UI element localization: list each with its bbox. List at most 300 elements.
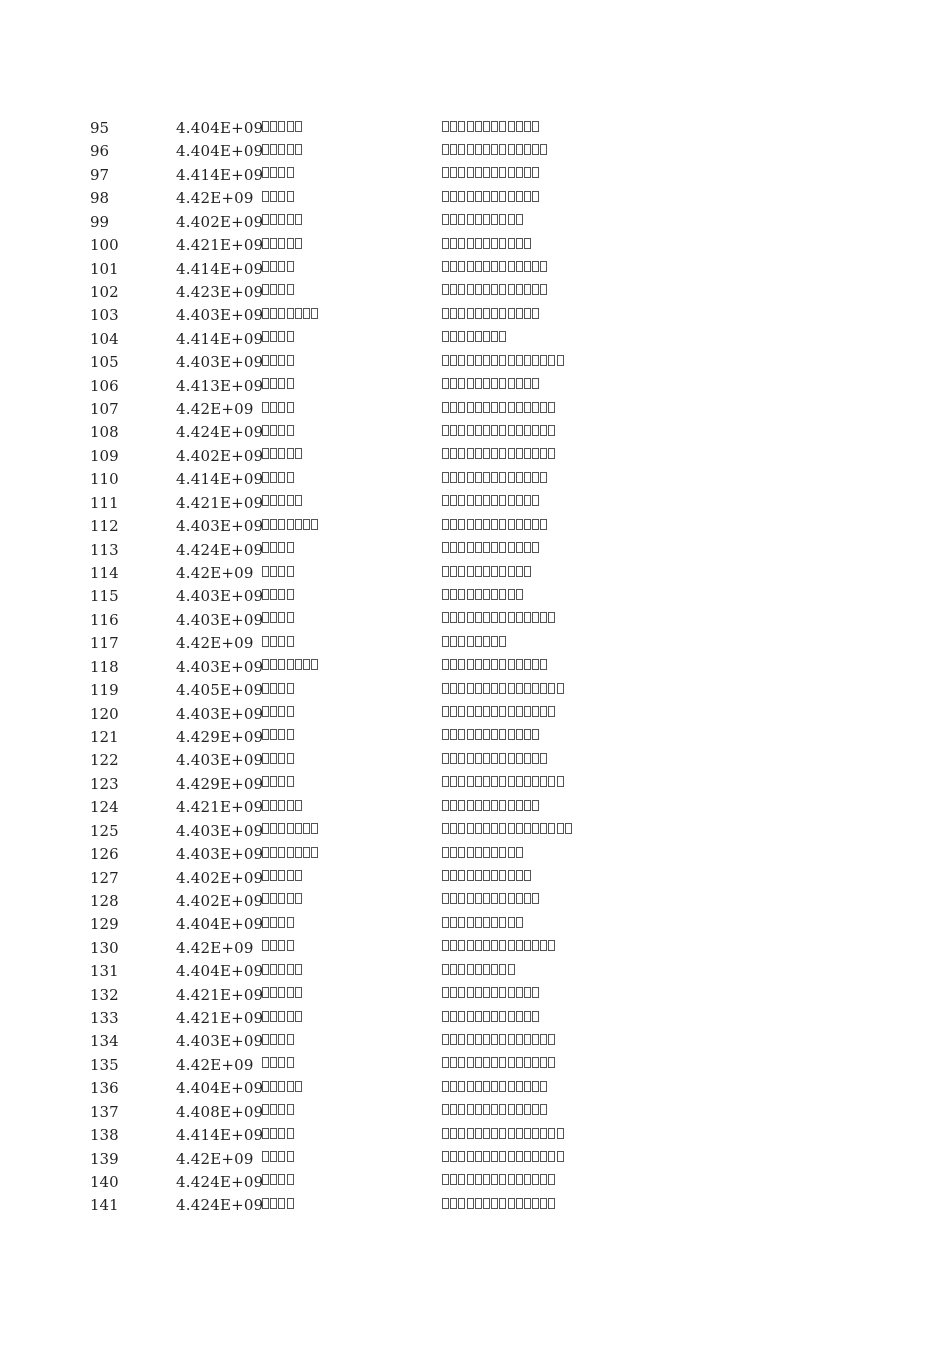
missing-glyph-box (516, 729, 523, 740)
address-cell-missing-glyphs (442, 676, 565, 690)
missing-glyph-box (483, 706, 490, 717)
row-index: 131 (90, 962, 119, 981)
missing-glyph-box (499, 893, 506, 904)
missing-glyph-box (516, 121, 523, 132)
missing-glyph-box (483, 238, 490, 249)
missing-glyph-box (483, 800, 490, 811)
missing-glyph-box (467, 121, 474, 132)
missing-glyph-box (475, 261, 482, 272)
missing-glyph-box (467, 964, 474, 975)
missing-glyph-box (270, 1034, 277, 1045)
missing-glyph-box (450, 284, 457, 295)
missing-glyph-box (557, 776, 564, 787)
missing-glyph-box (450, 402, 457, 413)
missing-glyph-box (278, 542, 285, 553)
name-cell-missing-glyphs (262, 1145, 295, 1159)
missing-glyph-box (483, 425, 490, 436)
address-cell-missing-glyphs (442, 231, 532, 245)
missing-glyph-box (278, 1151, 285, 1162)
address-cell-missing-glyphs (442, 536, 540, 550)
missing-glyph-box (499, 1128, 506, 1139)
missing-glyph-box (262, 425, 269, 436)
missing-glyph-box (450, 1011, 457, 1022)
row-index: 98 (90, 189, 110, 208)
missing-glyph-box (287, 1034, 294, 1045)
row-index: 128 (90, 891, 119, 910)
row-index: 136 (90, 1079, 119, 1098)
missing-glyph-box (295, 823, 302, 834)
missing-glyph-box (287, 706, 294, 717)
address-cell-missing-glyphs (442, 1004, 540, 1018)
name-cell-missing-glyphs (262, 1168, 295, 1182)
missing-glyph-box (442, 191, 449, 202)
address-cell-missing-glyphs (442, 746, 548, 760)
row-index: 109 (90, 446, 119, 465)
missing-glyph-box (287, 167, 294, 178)
missing-glyph-box (467, 683, 474, 694)
missing-glyph-box (295, 1011, 302, 1022)
missing-glyph-box (262, 1011, 269, 1022)
address-cell-missing-glyphs (442, 1098, 548, 1112)
name-cell-missing-glyphs (262, 372, 295, 386)
code-cell: 4.42E+09 (176, 938, 254, 957)
address-cell-missing-glyphs (442, 840, 524, 854)
missing-glyph-box (278, 402, 285, 413)
missing-glyph-box (475, 144, 482, 155)
missing-glyph-box (287, 1011, 294, 1022)
missing-glyph-box (450, 940, 457, 951)
row-index: 117 (90, 634, 119, 653)
missing-glyph-box (278, 1011, 285, 1022)
missing-glyph-box (287, 191, 294, 202)
missing-glyph-box (442, 776, 449, 787)
missing-glyph-box (483, 823, 490, 834)
missing-glyph-box (467, 800, 474, 811)
code-cell: 4.404E+09 (176, 915, 264, 934)
missing-glyph-box (516, 167, 523, 178)
missing-glyph-box (278, 331, 285, 342)
missing-glyph-box (499, 284, 506, 295)
row-index: 124 (90, 798, 119, 817)
missing-glyph-box (540, 448, 547, 459)
missing-glyph-box (516, 1034, 523, 1045)
missing-glyph-box (270, 987, 277, 998)
missing-glyph-box (287, 519, 294, 530)
missing-glyph-box (278, 940, 285, 951)
missing-glyph-box (524, 706, 531, 717)
missing-glyph-box (524, 566, 531, 577)
code-cell: 4.414E+09 (176, 165, 264, 184)
missing-glyph-box (524, 261, 531, 272)
missing-glyph-box (491, 214, 498, 225)
row-index: 104 (90, 329, 119, 348)
row-index: 115 (90, 587, 119, 606)
missing-glyph-box (450, 331, 457, 342)
missing-glyph-box (270, 167, 277, 178)
missing-glyph-box (516, 284, 523, 295)
missing-glyph-box (458, 284, 465, 295)
missing-glyph-box (270, 238, 277, 249)
missing-glyph-box (483, 167, 490, 178)
missing-glyph-box (532, 378, 539, 389)
missing-glyph-box (540, 519, 547, 530)
missing-glyph-box (295, 964, 302, 975)
missing-glyph-box (442, 683, 449, 694)
missing-glyph-box (508, 284, 515, 295)
missing-glyph-box (524, 308, 531, 319)
missing-glyph-box (262, 1057, 269, 1068)
missing-glyph-box (262, 191, 269, 202)
address-cell-missing-glyphs (442, 465, 548, 479)
missing-glyph-box (442, 542, 449, 553)
missing-glyph-box (262, 683, 269, 694)
row-index: 95 (90, 119, 110, 137)
missing-glyph-box (458, 472, 465, 483)
missing-glyph-box (262, 448, 269, 459)
missing-glyph-box (499, 612, 506, 623)
missing-glyph-box (442, 893, 449, 904)
code-cell: 4.403E+09 (176, 845, 264, 864)
missing-glyph-box (287, 448, 294, 459)
missing-glyph-box (475, 729, 482, 740)
missing-glyph-box (491, 284, 498, 295)
missing-glyph-box (467, 1057, 474, 1068)
missing-glyph-box (458, 308, 465, 319)
missing-glyph-box (287, 823, 294, 834)
missing-glyph-box (499, 238, 506, 249)
missing-glyph-box (270, 472, 277, 483)
missing-glyph-box (491, 870, 498, 881)
missing-glyph-box (270, 1057, 277, 1068)
name-cell-missing-glyphs (262, 255, 295, 269)
missing-glyph-box (483, 847, 490, 858)
missing-glyph-box (450, 1198, 457, 1209)
name-cell-missing-glyphs (262, 606, 295, 620)
missing-glyph-box (532, 472, 539, 483)
code-cell: 4.403E+09 (176, 517, 264, 536)
missing-glyph-box (442, 1081, 449, 1092)
missing-glyph-box (508, 917, 515, 928)
missing-glyph-box (270, 495, 277, 506)
missing-glyph-box (458, 121, 465, 132)
missing-glyph-box (524, 1104, 531, 1115)
missing-glyph-box (516, 448, 523, 459)
missing-glyph-box (270, 1151, 277, 1162)
missing-glyph-box (270, 425, 277, 436)
missing-glyph-box (287, 425, 294, 436)
missing-glyph-box (499, 1011, 506, 1022)
missing-glyph-box (508, 519, 515, 530)
missing-glyph-box (524, 729, 531, 740)
missing-glyph-box (508, 1104, 515, 1115)
missing-glyph-box (491, 612, 498, 623)
missing-glyph-box (548, 776, 555, 787)
address-cell-missing-glyphs (442, 489, 540, 503)
code-cell: 4.424E+09 (176, 1172, 264, 1191)
missing-glyph-box (532, 121, 539, 132)
missing-glyph-box (508, 706, 515, 717)
missing-glyph-box (262, 542, 269, 553)
missing-glyph-box (262, 800, 269, 811)
missing-glyph-box (270, 1128, 277, 1139)
missing-glyph-box (508, 261, 515, 272)
code-cell: 4.414E+09 (176, 329, 264, 348)
missing-glyph-box (548, 1174, 555, 1185)
missing-glyph-box (262, 472, 269, 483)
missing-glyph-box (475, 495, 482, 506)
name-cell-missing-glyphs (262, 746, 295, 760)
missing-glyph-box (475, 238, 482, 249)
missing-glyph-box (499, 800, 506, 811)
missing-glyph-box (475, 776, 482, 787)
missing-glyph-box (540, 1104, 547, 1115)
missing-glyph-box (524, 659, 531, 670)
code-cell: 4.402E+09 (176, 891, 264, 910)
missing-glyph-box (450, 378, 457, 389)
missing-glyph-box (442, 1198, 449, 1209)
missing-glyph-box (270, 706, 277, 717)
missing-glyph-box (499, 1104, 506, 1115)
row-index: 111 (90, 493, 119, 512)
row-index: 118 (90, 657, 119, 676)
code-cell: 4.404E+09 (176, 119, 264, 137)
missing-glyph-box (475, 425, 482, 436)
missing-glyph-box (483, 284, 490, 295)
missing-glyph-box (270, 191, 277, 202)
address-cell-missing-glyphs (442, 723, 540, 737)
missing-glyph-box (524, 425, 531, 436)
missing-glyph-box (475, 331, 482, 342)
missing-glyph-box (532, 823, 539, 834)
row-index: 101 (90, 259, 119, 278)
missing-glyph-box (458, 776, 465, 787)
missing-glyph-box (508, 683, 515, 694)
missing-glyph-box (450, 472, 457, 483)
missing-glyph-box (532, 987, 539, 998)
missing-glyph-box (491, 683, 498, 694)
missing-glyph-box (450, 729, 457, 740)
row-index: 102 (90, 282, 119, 301)
missing-glyph-box (278, 847, 285, 858)
missing-glyph-box (475, 1034, 482, 1045)
missing-glyph-box (524, 940, 531, 951)
missing-glyph-box (557, 823, 564, 834)
code-cell: 4.414E+09 (176, 470, 264, 489)
row-index: 110 (90, 470, 119, 489)
code-cell: 4.402E+09 (176, 446, 264, 465)
missing-glyph-box (467, 167, 474, 178)
code-cell: 4.402E+09 (176, 212, 264, 231)
missing-glyph-box (270, 940, 277, 951)
missing-glyph-box (458, 1081, 465, 1092)
missing-glyph-box (442, 706, 449, 717)
missing-glyph-box (287, 495, 294, 506)
missing-glyph-box (475, 1081, 482, 1092)
missing-glyph-box (467, 1128, 474, 1139)
missing-glyph-box (508, 566, 515, 577)
missing-glyph-box (262, 402, 269, 413)
missing-glyph-box (548, 683, 555, 694)
missing-glyph-box (467, 612, 474, 623)
name-cell-missing-glyphs (262, 840, 319, 854)
missing-glyph-box (483, 893, 490, 904)
address-cell-missing-glyphs (442, 395, 557, 409)
name-cell-missing-glyphs (262, 1074, 303, 1088)
missing-glyph-box (311, 823, 318, 834)
missing-glyph-box (270, 519, 277, 530)
missing-glyph-box (540, 144, 547, 155)
missing-glyph-box (483, 355, 490, 366)
missing-glyph-box (450, 964, 457, 975)
missing-glyph-box (467, 776, 474, 787)
missing-glyph-box (540, 402, 547, 413)
missing-glyph-box (278, 612, 285, 623)
missing-glyph-box (508, 425, 515, 436)
missing-glyph-box (475, 1104, 482, 1115)
missing-glyph-box (516, 472, 523, 483)
missing-glyph-box (467, 566, 474, 577)
missing-glyph-box (458, 683, 465, 694)
missing-glyph-box (442, 261, 449, 272)
missing-glyph-box (483, 1081, 490, 1092)
row-index: 134 (90, 1032, 119, 1051)
missing-glyph-box (491, 1057, 498, 1068)
missing-glyph-box (475, 659, 482, 670)
missing-glyph-box (442, 519, 449, 530)
missing-glyph-box (467, 1034, 474, 1045)
missing-glyph-box (458, 1151, 465, 1162)
row-index: 120 (90, 704, 119, 723)
row-index: 127 (90, 868, 119, 887)
missing-glyph-box (287, 542, 294, 553)
name-cell-missing-glyphs (262, 770, 295, 784)
missing-glyph-box (499, 823, 506, 834)
missing-glyph-box (516, 870, 523, 881)
name-cell-missing-glyphs (262, 278, 295, 292)
missing-glyph-box (499, 917, 506, 928)
missing-glyph-box (295, 847, 302, 858)
missing-glyph-box (516, 612, 523, 623)
code-cell: 4.403E+09 (176, 610, 264, 629)
missing-glyph-box (278, 659, 285, 670)
missing-glyph-box (483, 214, 490, 225)
missing-glyph-box (491, 448, 498, 459)
missing-glyph-box (270, 121, 277, 132)
missing-glyph-box (475, 847, 482, 858)
missing-glyph-box (499, 1151, 506, 1162)
missing-glyph-box (467, 448, 474, 459)
missing-glyph-box (499, 776, 506, 787)
missing-glyph-box (483, 378, 490, 389)
missing-glyph-box (287, 800, 294, 811)
missing-glyph-box (524, 612, 531, 623)
missing-glyph-box (458, 893, 465, 904)
missing-glyph-box (532, 800, 539, 811)
missing-glyph-box (516, 917, 523, 928)
missing-glyph-box (450, 214, 457, 225)
missing-glyph-box (270, 823, 277, 834)
missing-glyph-box (532, 1198, 539, 1209)
missing-glyph-box (278, 1198, 285, 1209)
missing-glyph-box (450, 776, 457, 787)
missing-glyph-box (499, 589, 506, 600)
missing-glyph-box (278, 776, 285, 787)
missing-glyph-box (508, 776, 515, 787)
missing-glyph-box (458, 1128, 465, 1139)
missing-glyph-box (467, 589, 474, 600)
name-cell-missing-glyphs (262, 184, 295, 198)
missing-glyph-box (483, 1057, 490, 1068)
missing-glyph-box (458, 940, 465, 951)
missing-glyph-box (287, 683, 294, 694)
missing-glyph-box (311, 659, 318, 670)
missing-glyph-box (491, 331, 498, 342)
name-cell-missing-glyphs (262, 887, 303, 901)
code-cell: 4.403E+09 (176, 821, 264, 840)
missing-glyph-box (262, 121, 269, 132)
missing-glyph-box (467, 519, 474, 530)
missing-glyph-box (475, 800, 482, 811)
missing-glyph-box (532, 355, 539, 366)
missing-glyph-box (499, 1081, 506, 1092)
missing-glyph-box (532, 893, 539, 904)
missing-glyph-box (467, 425, 474, 436)
missing-glyph-box (442, 566, 449, 577)
missing-glyph-box (540, 284, 547, 295)
missing-glyph-box (508, 121, 515, 132)
missing-glyph-box (458, 542, 465, 553)
missing-glyph-box (491, 776, 498, 787)
name-cell-missing-glyphs (262, 817, 319, 831)
missing-glyph-box (499, 1034, 506, 1045)
missing-glyph-box (458, 964, 465, 975)
address-cell-missing-glyphs (442, 512, 548, 526)
missing-glyph-box (475, 378, 482, 389)
missing-glyph-box (540, 1057, 547, 1068)
missing-glyph-box (516, 706, 523, 717)
missing-glyph-box (516, 776, 523, 787)
missing-glyph-box (278, 987, 285, 998)
name-cell-missing-glyphs (262, 442, 303, 456)
missing-glyph-box (303, 823, 310, 834)
code-cell: 4.42E+09 (176, 400, 254, 419)
name-cell-missing-glyphs (262, 981, 303, 995)
missing-glyph-box (262, 964, 269, 975)
missing-glyph-box (287, 1081, 294, 1092)
missing-glyph-box (548, 1128, 555, 1139)
missing-glyph-box (450, 847, 457, 858)
missing-glyph-box (508, 214, 515, 225)
missing-glyph-box (303, 659, 310, 670)
name-cell-missing-glyphs (262, 208, 303, 222)
missing-glyph-box (287, 1128, 294, 1139)
missing-glyph-box (475, 1011, 482, 1022)
missing-glyph-box (483, 495, 490, 506)
missing-glyph-box (270, 144, 277, 155)
missing-glyph-box (278, 167, 285, 178)
missing-glyph-box (524, 987, 531, 998)
missing-glyph-box (524, 355, 531, 366)
missing-glyph-box (295, 238, 302, 249)
missing-glyph-box (467, 214, 474, 225)
name-cell-missing-glyphs (262, 1051, 295, 1065)
missing-glyph-box (467, 238, 474, 249)
code-cell: 4.42E+09 (176, 1055, 254, 1074)
missing-glyph-box (508, 1057, 515, 1068)
missing-glyph-box (557, 1128, 564, 1139)
missing-glyph-box (278, 683, 285, 694)
missing-glyph-box (475, 402, 482, 413)
